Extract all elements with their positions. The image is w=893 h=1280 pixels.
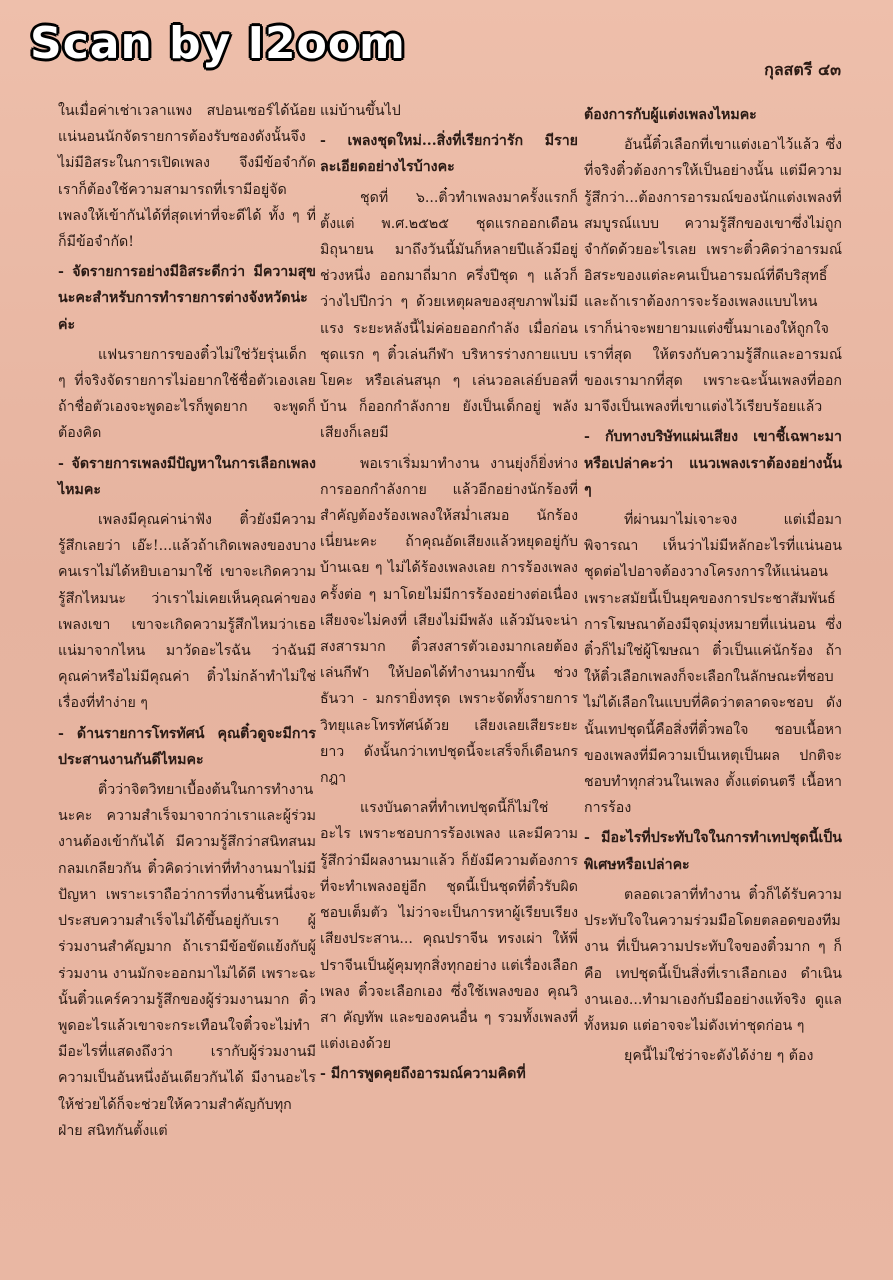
page-header: กุลสตรี ๔๓ <box>764 60 841 79</box>
interview-paragraph: ในเมื่อค่าเช่าเวลาแพง สปอนเซอร์ได้น้อย แน่นอนนักจัดรายการต้องรับซองดังนั้นจึงไม่มีอิสระในการเปิดเพลง จึงมีข้อจำกัด เราก็ต้องใช้ความสามารถที่เรามีอยู่จัดเพลงให้เข้ากันได้ที่สุดเท่าที่จะดีได้ ทั้ง ๆ ที่ก็มีข้อจำกัด! <box>58 103 316 251</box>
interview-paragraph: ยุคนี้ไม่ใช่ว่าจะดังได้ง่าย ๆ ต้อง <box>624 1048 814 1065</box>
column-3 <box>584 98 842 1069</box>
column-1 <box>58 98 316 1144</box>
interview-paragraph: ที่ผ่านมาไม่เจาะจง แต่เมื่อมาพิจารณา เห็นว่าไม่มีหลักอะไรที่แน่นอน ชุดต่อไปอาจต้องวางโครงการให้แน่นอน เพราะสมัยนี้เป็นยุคของการประชาสัมพันธ์ การโฆษณาต้องมีจุดมุ่งหมายที่แน่นอน ซึ่งติ๋วก็ไม่ใช่ผู้โฆษณา ติ๋วเป็นแค่นักร้อง ถ้าให้ติ๋วเลือกเพลงก็จะเลือกในลักษณะที่ชอบ ไม่ได้เลือกในแบบที่คิดว่าตลาดจะชอบ ดังนั้นเทปชุดนี้คือสิ่งที่ติ๋วพอใจ ชอบเนื้อหาของเพลงที่มีความเป็นเหตุเป็นผล ปกติจะชอบทำทุกส่วนในเพลง ตั้งแต่ดนตรี เนื้อหา การร้อง <box>584 512 842 817</box>
interview-paragraph: ตลอดเวลาที่ทำงาน ติ๋วก็ได้รับความประทับใจในความร่วมมือโดยตลอดของทีมงาน ที่เป็นความประทับใจของติ๋วมาก ๆ ก็คือ เทปชุดนี้เป็นสิ่งที่เราเลือกเอง ดำเนินงานเอง...ทำมาเองกับมืออย่างแท้จริง ดูแลทั้งหมด แต่อาจจะไม่ดังเท่าชุดก่อน ๆ <box>584 886 842 1034</box>
interview-question: - จัดรายการอย่างมีอิสระดีกว่า มีความสุขนะคะสำหรับการทำรายการต่างจังหวัดน่ะค่ะ <box>58 264 316 333</box>
interview-paragraph: แรงบันดาลที่ทำเทปชุดนี้ก็ไม่ใช่อะไร เพราะชอบการร้องเพลง และมีความรู้สึกว่ามีผลงานมาแล้ว ก็ยังมีความต้องการที่จะทำเพลงอยู่อีก ชุดนี้เป็นชุดที่ติ๋วรับผิดชอบเต็มตัว ไม่ว่าจะเป็นการหาผู้เรียบเรียงเสียงประสาน... คุณปราจีน ทรงเผ่า ให้พี่ปราจีนเป็นผู้คุมทุกสิ่งทุกอย่าง แต่เรื่องเลือกเพลง ติ๋วจะเลือกเอง ซึ่งใช้เพลงของ คุณวิสา คัญทัพ และของคนอื่น ๆ รวมทั้งเพลงที่แต่งเองด้วย <box>320 800 578 1053</box>
interview-paragraph: เพลงมีคุณค่าน่าฟัง ติ๋วยังมีความรู้สึกเลยว่า เอ๊ะ!...แล้วถ้าเกิดเพลงของบางคนเราไม่ได้หยิบเอามาใช้ เขาจะเกิดความรู้สึกไหมนะ ว่าเราไม่เคยเห็นคุณค่าของเพลงเขา เขาจะเกิดความรู้สึกไหมว่าเธอแน่มาจากไหน มาวัดอะไรฉัน ว่าฉันมีคุณค่าหรือไม่มีคุณค่า ติ๋วไม่กล้าทำไม่ใช่เรื่องที่ทำง่าย ๆ <box>58 512 316 712</box>
interview-paragraph: อันนี้ติ๋วเลือกที่เขาแต่งเอาไว้แล้ว ซึ่งที่จริงติ๋วต้องการให้เป็นอย่างนั้น แต่มีความรู้สึกว่า...ต้องการอารมณ์ของนักแต่งเพลงที่สมบูรณ์แบบ ความรู้สึกของเขาซึ่งไม่ถูกจำกัดด้วยอะไรเลย เพราะติ๋วคิดว่าอารมณ์อิสระของแต่ละคนเป็นอารมณ์ที่ดีบริสุทธิ์ และถ้าเราต้องการจะร้องเพลงแบบไหน เราก็น่าจะพยายามแต่งขึ้นมาเองให้ถูกใจเราที่สุด ให้ตรงกับความรู้สึกและอารมณ์ของเรามากที่สุด เพราะฉะนั้นเพลงที่ออกมาจึงเป็นเพลงที่เขาแต่งไว้เรียบร้อยแล้ว <box>584 137 842 416</box>
interview-paragraph: ติ๋วว่าจิตวิทยาเบื้องต้นในการทำงานนะคะ ความสำเร็จมาจากว่าเราและผู้ร่วมงานต้องเข้ากันได้ มีความรู้สึกว่าสนิทสนมกลมเกลียวกัน ติ๋วคิดว่าเท่าที่ทำงานมาไม่มีปัญหา เพราะเราถือว่าการที่งานชิ้นหนึ่งจะประสบความสำเร็จไม่ได้ขึ้นอยู่กับเรา ผู้ร่วมงานสำคัญมาก ถ้าเรามีข้อขัดแย้งกับผู้ร่วมงาน งานมักจะออกมาไม่ได้ดี เพราะฉะนั้นติ๋วแคร์ความรู้สึกของผู้ร่วมงานมาก ติ๋วพูดอะไรแล้วเขาจะกระเทือนใจติ๋วจะไม่ทำ มีอะไรที่แสดงถึงว่า เรากับผู้ร่วมงานมีความเป็นอันหนึ่งอันเดียวกันได้ มีงานอะไรให้ช่วยได้ก็จะช่วยให้ความสำคัญกับทุกฝ่าย สนิทกันตั้งแต่ <box>58 782 316 1139</box>
interview-paragraph: แฟนรายการของติ๋วไม่ใช่วัยรุ่นเด็ก ๆ ที่จริงจัดรายการไม่อยากใช้ชื่อตัวเองเลย ถ้าชื่อตัวเองจะพูดอะไรก็พูดยาก จะพูดก็ต้องคิด <box>58 346 316 442</box>
interview-question: ต้องการกับผู้แต่งเพลงไหมคะ <box>584 107 757 123</box>
interview-question: - เพลงชุดใหม่...สิ่งที่เรียกว่ารัก มีรายละเอียดอย่างไรบ้างคะ <box>320 133 578 176</box>
interview-paragraph: ชุดที่ ๖...ติ๋วทำเพลงมาครั้งแรกก็ตั้งแต่ พ.ศ.๒๕๒๕ ชุดแรกออกเดือนมิถุนายน มาถึงวันนี้มันก็หลายปีแล้วมีอยู่ช่วงหนึ่ง ออกมาถี่มาก ครึ่งปีชุด ๆ แล้วก็ว่างไปปีกว่า ๆ ด้วยเหตุผลของสุขภาพไม่มีแรง ระยะหลังนี้ไม่ค่อยออกกำลัง เมื่อก่อนชุดแรก ๆ ติ๋วเล่นกีฬา บริหารร่างกายแบบโยคะ หรือเล่นสนุก ๆ เล่นวอลเล่ย์บอลที่บ้าน ก็ออกกำลังกาย ยังเป็นเด็กอยู่ พลังเสียงก็เลยมี <box>320 189 578 442</box>
column-2 <box>320 98 578 1088</box>
interview-question: - กับทางบริษัทแผ่นเสียง เขาชี้เฉพาะมาหรือเปล่าคะว่า แนวเพลงเราต้องอย่างนั้น ๆ <box>584 429 842 498</box>
interview-question: - มีการพูดคุยถึงอารมณ์ความคิดที่ <box>320 1066 526 1083</box>
interview-question: - จัดรายการเพลงมีปัญหาในการเลือกเพลงไหมคะ <box>58 455 316 498</box>
interview-paragraph: แม่บ้านขึ้นไป <box>320 103 401 119</box>
interview-question: - มีอะไรที่ประทับใจในการทำเทปชุดนี้เป็นพิเศษหรือเปล่าคะ <box>584 830 842 873</box>
interview-question: - ด้านรายการโทรทัศน์ คุณติ๋วดูจะมีการประสานงานกันดีไหมคะ <box>58 725 316 768</box>
scan-watermark: Scan by I2oom <box>30 18 406 69</box>
interview-paragraph: พอเราเริ่มมาทำงาน งานยุ่งก็ยิ่งห่างการออกกำลังกาย แล้วอีกอย่างนักร้องที่สำคัญต้องร้องเพลงให้สม่ำเสมอ นักร้องเนี่ยนะคะ ถ้าคุณอัดเสียงแล้วหยุดอยู่กับบ้านเฉย ๆ ไม่ได้ร้องเพลงเลย การร้องเพลงครั้งต่อ ๆ มาโดยไม่มีการร้องอย่างต่อเนื่อง เสียงจะไม่คงที่ เสียงไม่มีพลัง แล้วมันจะน่าสงสารมาก ติ๋วสงสารตัวเองมากเลยต้องเล่นกีฬา ให้ปอดได้ทำงานมากขึ้น ช่วงธันวา - มกรายิ่งทรุด เพราะจัดทั้งรายการวิทยุและโทรทัศน์ด้วย เสียงเลยเสียระยะยาว ดังนั้นกว่าเทปชุดนี้จะเสร็จก็เดือนกรกฎา <box>320 455 578 787</box>
